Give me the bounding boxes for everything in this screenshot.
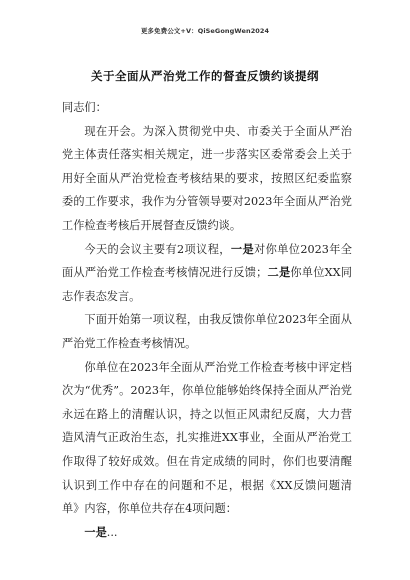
issue-lead-one: 一是 [84,524,107,539]
document-title: 关于全面从严治党工作的督查反馈约谈提纲 [91,69,319,83]
paragraph-issue-one [62,521,352,545]
agenda-text-b: 对你单位2023年全面从严治党工作检查考核情况进行反馈； [62,242,352,280]
paragraph-evaluation: 你单位在2023年全面从严治党工作检查考核中评定档次为“优秀”。2023年，你单位能够始终保持全面从严治党永远在路上的清醒认识，持之以恒正风肃纪反腐，大力营造风清气正政治生态，扎实推进XX事业，全面从严治党工作取得了较好成效。但在肯定成绩的同时，你们也要清醒认识到工作中存在的问题和不足，根据《XX反馈问题清单》内容，你单位共存在4项问题： [62,360,352,516]
paragraph-first-item: 下面开始第一项议程，由我反馈你单位2023年全面从严治党工作检查考核情况。 [62,313,352,350]
issue-ellipsis: ... [106,525,118,539]
paragraph-opening: 现在开会。为深入贯彻党中央、市委关于全面从严治党主体责任落实相关规定，进一步落实区委常委会上关于用好全面从严治党检查考核结果的要求，按照区纪委监察委的工作要求，我作为分管领导要对2023年全面从严治党工作检查考核后开展督查反馈约谈。 [62,124,352,232]
agenda-text-c: 你单位XX同志作表态发言。 [62,266,352,303]
salutation: 同志们： [62,101,107,114]
agenda-lead-two: 二是 [267,265,291,280]
agenda-lead-one: 一是 [230,241,255,256]
document-body [62,96,352,544]
agenda-text-a: 今天的会议主要有2项议程， [84,242,231,256]
header-note: 更多免费公文+V：QiSeGongWen2024 [140,27,270,35]
paragraph-agenda [62,238,352,309]
